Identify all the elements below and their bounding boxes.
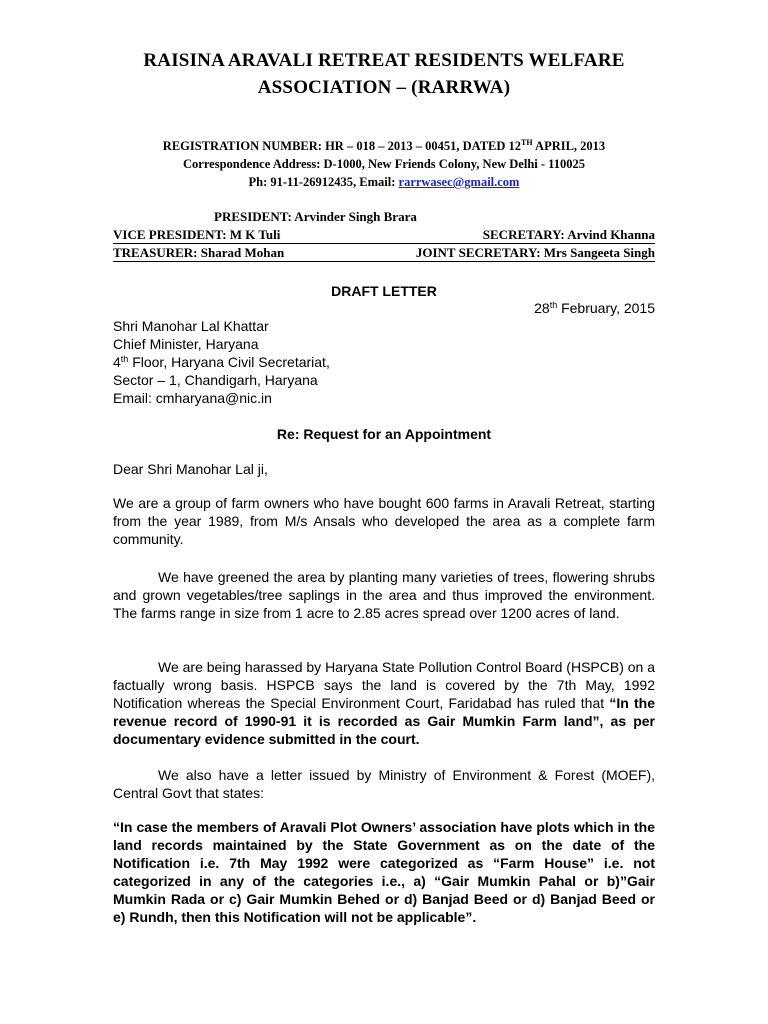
addressee-name: Shri Manohar Lal Khattar: [113, 318, 269, 334]
salutation: Dear Shri Manohar Lal ji,: [113, 461, 268, 477]
addressee-title: Chief Minister, Haryana: [113, 336, 259, 352]
addressee-floor: [113, 353, 330, 371]
treasurer-line: TREASURER: Sharad Mohan: [113, 245, 285, 260]
addressee-sector: Sector – 1, Chandigarh, Haryana: [113, 372, 318, 388]
officers-row-2: [113, 245, 655, 261]
paragraph-2: We have greened the area by planting many varieties of trees, flowering shrubs and grown vegetables/tree saplings in the area and thus improved the environment. The farms range in size from 1 acre to 2.85 acres spread over 1200 acres of land.: [113, 569, 655, 621]
secretary-line: SECRETARY: Arvind Khanna: [482, 227, 655, 242]
divider-line: [113, 261, 655, 262]
joint-secretary-line: JOINT SECRETARY: Mrs Sangeeta Singh: [415, 245, 655, 260]
addressee-block: [113, 317, 330, 407]
date-day: 28: [534, 300, 550, 316]
date-ordinal: th: [549, 300, 558, 310]
vice-president-line: VICE PRESIDENT: M K Tuli: [113, 227, 281, 242]
registration-ordinal: TH: [521, 138, 533, 147]
correspondence-address: Correspondence Address: D-1000, New Friends Colony, New Delhi - 110025: [183, 157, 585, 171]
divider-line: [113, 243, 655, 244]
president-line: PRESIDENT: Arvinder Singh Brara: [214, 209, 417, 224]
paragraph-3-text: We are being harassed by Haryana State Pollution Control Board (HSPCB) on a factually wrong basis. HSPCB says the land is covered by the 7th May, 1992 Notification whereas the Special Environment Court, Faridabad has ruled that: [113, 659, 656, 711]
registration-text: REGISTRATION NUMBER: HR – 018 – 2013 – 00451, DATED 12: [162, 139, 522, 153]
floor-number: 4: [113, 354, 121, 370]
floor-ordinal: th: [120, 354, 129, 364]
paragraph-1: We are a group of farm owners who have bought 600 farms in Aravali Retreat, starting from the year 1989, from M/s Ansals who developed the area as a complete farm community.: [113, 495, 655, 547]
officers-row-1: [113, 227, 655, 243]
moef-quote: “In case the members of Aravali Plot Owners’ association have plots which in the land records maintained by the State Government as on the date of the Notification i.e. 7th May 1992 were categorized as “Farm House” i.e. not categorized in any of the categories i.e., a) “Gair Mumkin Pahal or b)”Gair Mumkin Rada or c) Gair Mumkin Behed or d) Banjad Beed or d) Banjad Beed or e) Rundh, then this Notification will not be applicable”.: [113, 819, 655, 925]
association-title-line1: RAISINA ARAVALI RETREAT RESIDENTS WELFARE: [143, 50, 625, 71]
contact-line: [0, 175, 768, 190]
letter-date: [534, 300, 655, 316]
contact-phone: Ph: 91-11-26912435, Email:: [248, 175, 399, 189]
paragraph-4: We also have a letter issued by Ministry of Environment & Forest (MOEF), Central Govt that states:: [113, 767, 655, 801]
association-email-link[interactable]: rarrwasec@gmail.com: [398, 175, 520, 189]
draft-letter-heading: DRAFT LETTER: [331, 283, 437, 299]
registration-month: APRIL, 2013: [532, 139, 606, 153]
floor-text: Floor, Haryana Civil Secretariat,: [128, 354, 330, 370]
registration-number: [0, 139, 768, 154]
addressee-email: Email: cmharyana@nic.in: [113, 390, 272, 406]
paragraph-3: [113, 658, 655, 748]
paragraph-3-bold-quote: “In the revenue record of 1990-91 it is recorded as Gair Mumkin Farm land”, as per documentary evidence submitted in the court.: [113, 695, 655, 747]
date-month-year: February, 2015: [557, 300, 655, 316]
association-title-line2: ASSOCIATION – (RARRWA): [257, 77, 511, 98]
subject-line: Re: Request for an Appointment: [276, 426, 492, 442]
